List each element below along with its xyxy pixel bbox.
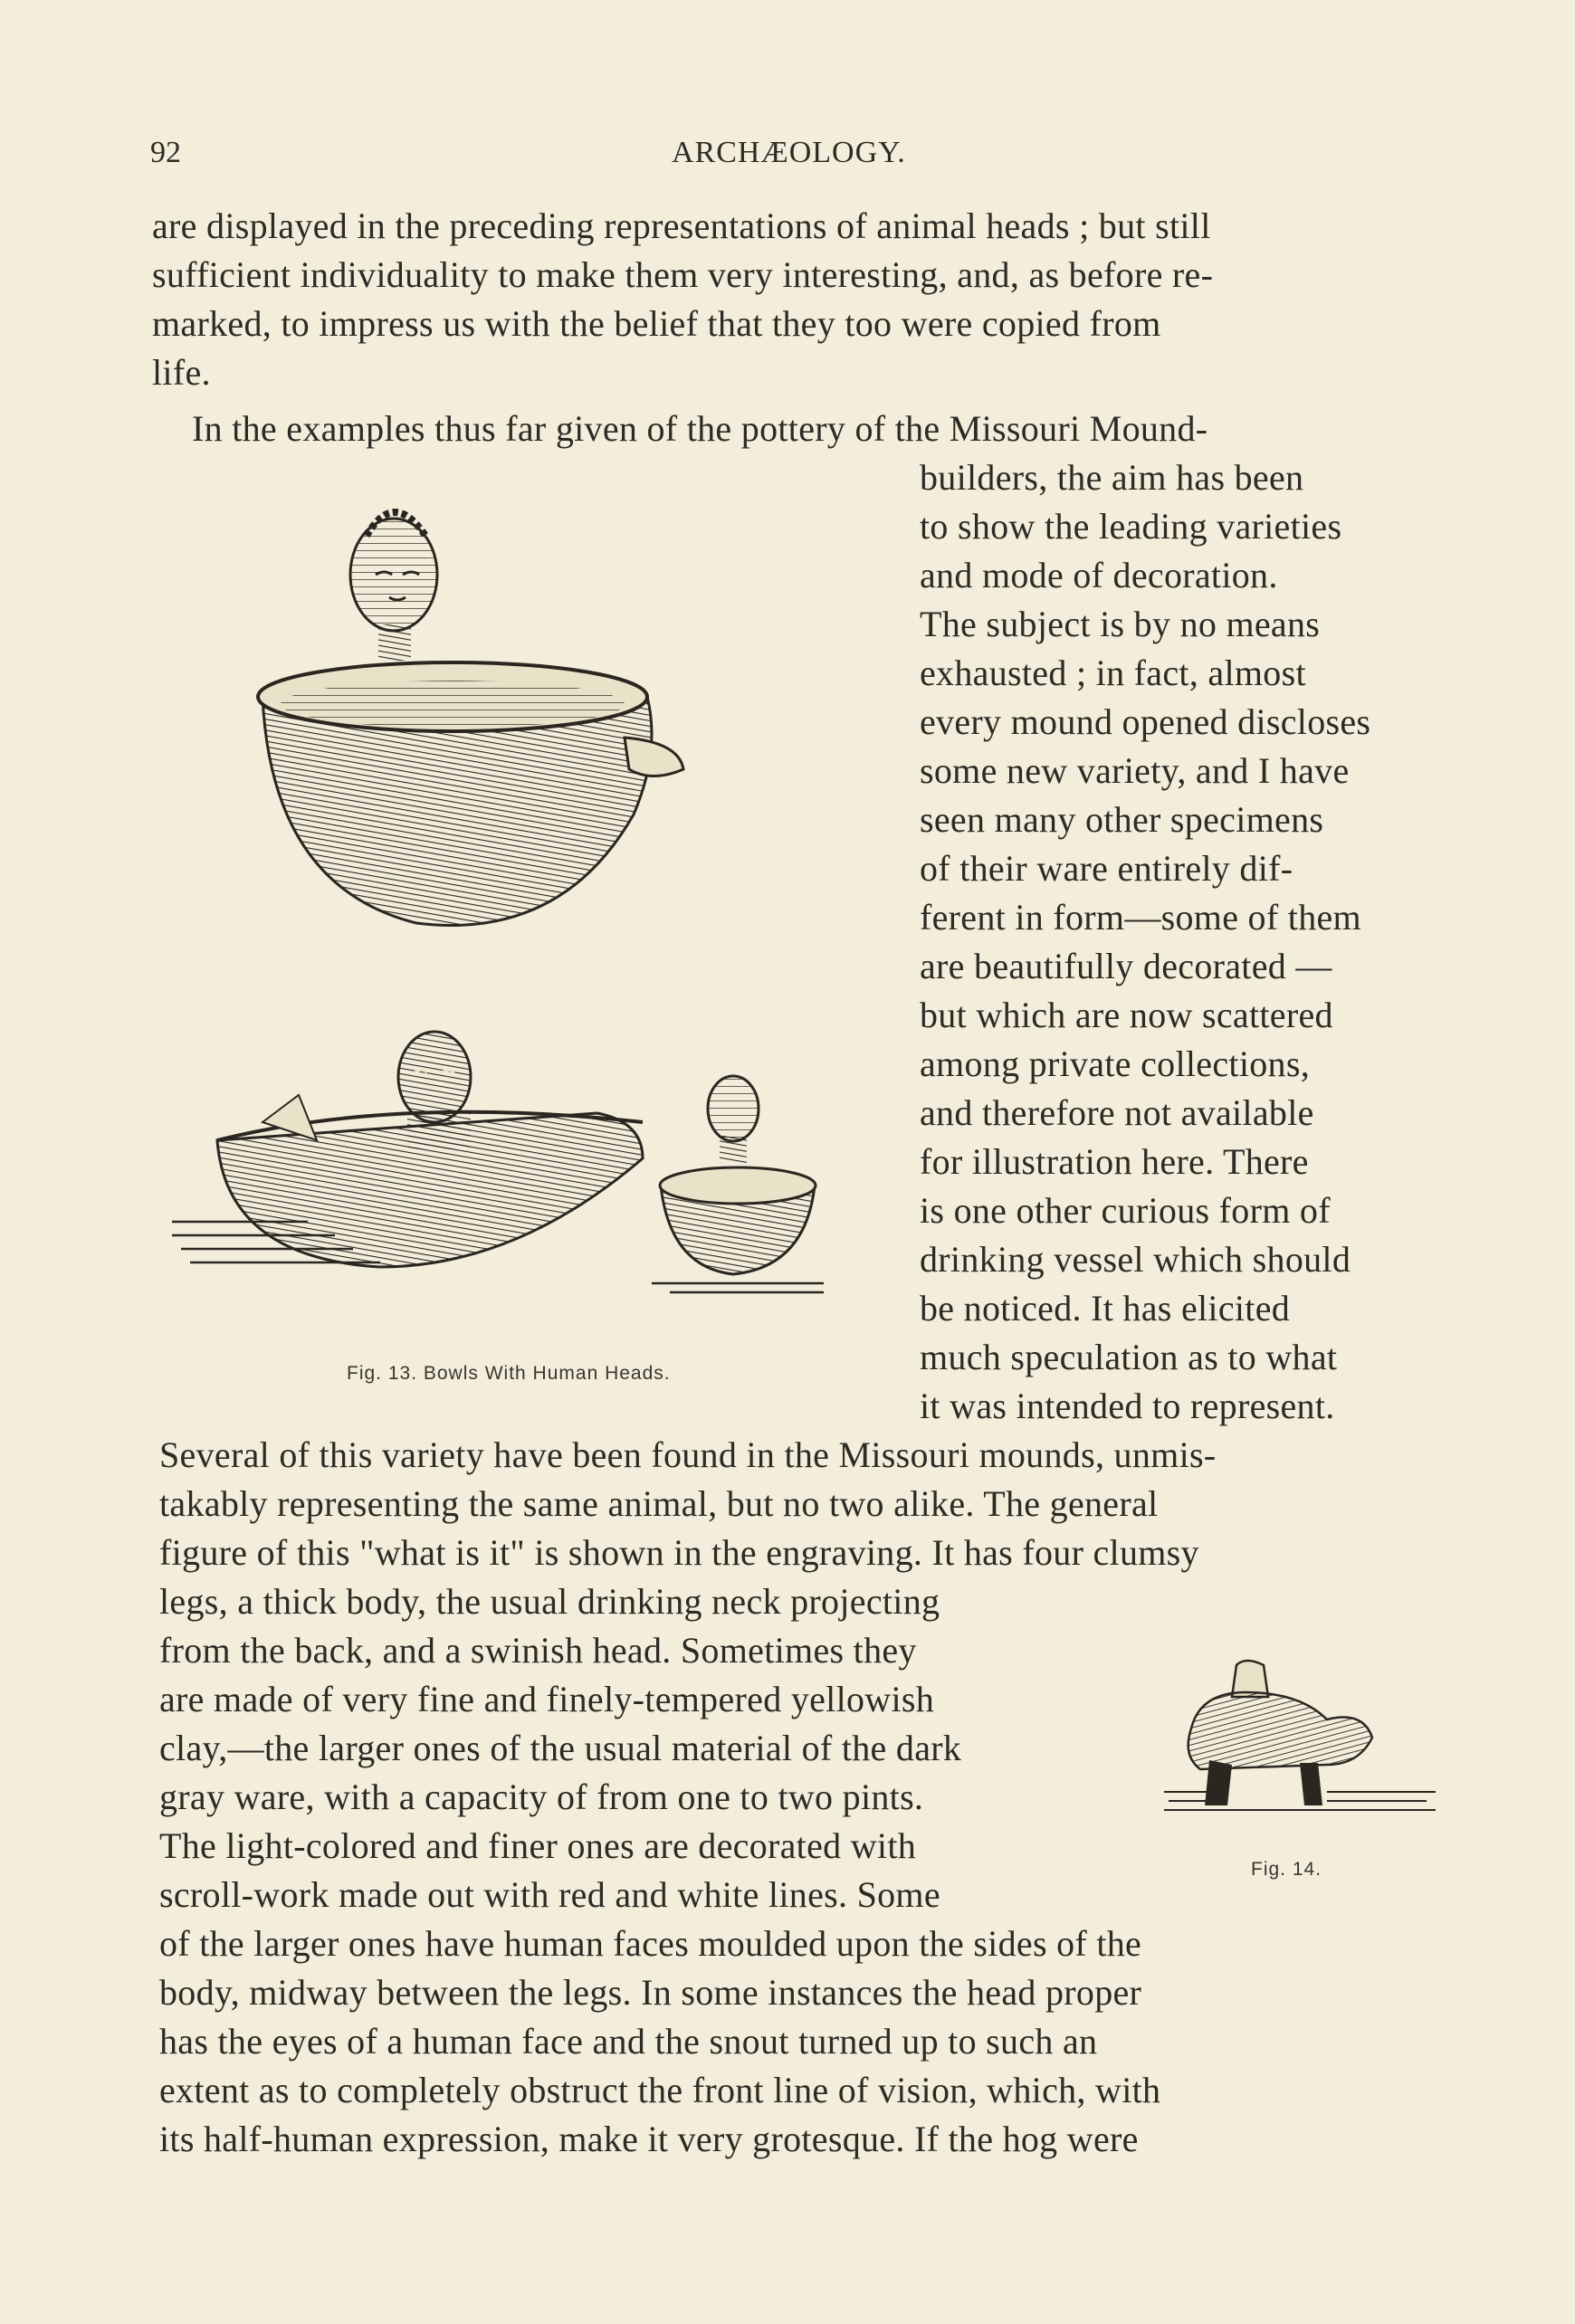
text-line: life. — [152, 352, 211, 393]
text-line: extent as to completely obstruct the front line of vision, which, with — [159, 2070, 1161, 2110]
text-line: body, midway between the legs. In some instances the head proper — [159, 1972, 1142, 2013]
text-line: builders, the aim has been — [920, 457, 1304, 498]
text-line: Several of this variety have been found in the Missouri mounds, unmis- — [159, 1434, 1217, 1475]
text-line: has the eyes of a human face and the snout turned up to such an — [159, 2021, 1098, 2062]
text-line: sufficient individuality to make them very interesting, and, as before re- — [152, 254, 1214, 295]
text-line: takably representing the same animal, but no two alike. The general — [159, 1483, 1159, 1524]
text-line: it was intended to represent. — [920, 1386, 1335, 1426]
text-line: but which are now scattered — [920, 995, 1333, 1035]
text-line: of their ware entirely dif- — [920, 848, 1293, 889]
text-line: are displayed in the preceding representations of animal heads ; but still — [152, 205, 1211, 246]
text-line: are made of very fine and finely-tempered yellowish — [159, 1679, 935, 1719]
figure-14-vessel-illustration — [1164, 1656, 1436, 1819]
text-line: from the back, and a swinish head. Sometimes they — [159, 1630, 917, 1671]
text-line: scroll-work made out with red and white lines. Some — [159, 1874, 940, 1915]
text-line: seen many other specimens — [920, 799, 1324, 840]
text-line: exhausted ; in fact, almost — [920, 652, 1306, 693]
text-line: and therefore not available — [920, 1092, 1314, 1133]
running-head: ARCHÆOLOGY. — [672, 136, 906, 169]
text-line: every mound opened discloses — [920, 701, 1371, 742]
figure-14-caption: Fig. 14. — [1251, 1859, 1322, 1880]
text-line: and mode of decoration. — [920, 555, 1278, 595]
text-line: drinking vessel which should — [920, 1239, 1351, 1280]
large-bowl — [258, 512, 683, 926]
broken-bowl — [172, 1032, 643, 1267]
text-line: of the larger ones have human faces moulded upon the sides of the — [159, 1923, 1142, 1964]
small-bowl — [652, 1076, 824, 1292]
text-line: figure of this "what is it" is shown in the engraving. It has four clumsy — [159, 1532, 1199, 1573]
figure-13-bowls-illustration — [172, 471, 914, 1339]
text-line: be noticed. It has elicited — [920, 1288, 1291, 1329]
figure-13-caption: Fig. 13. Bowls With Human Heads. — [347, 1363, 671, 1384]
text-line: among private collections, — [920, 1043, 1311, 1084]
text-line: marked, to impress us with the belief that they too were copied from — [152, 303, 1161, 344]
text-line: some new variety, and I have — [920, 750, 1350, 791]
text-line: are beautifully decorated — — [920, 946, 1332, 986]
text-line: legs, a thick body, the usual drinking neck projecting — [159, 1581, 940, 1622]
page-number: 92 — [150, 136, 181, 169]
text-line: to show the leading varieties — [920, 506, 1342, 547]
text-line: is one other curious form of — [920, 1190, 1331, 1231]
text-line: much speculation as to what — [920, 1337, 1338, 1377]
text-line: clay,—the larger ones of the usual material of the dark — [159, 1728, 962, 1768]
text-line: In the examples thus far given of the pottery of the Missouri Mound- — [192, 408, 1208, 449]
text-line: The light-colored and finer ones are decorated with — [159, 1825, 917, 1866]
text-line: ferent in form—some of them — [920, 897, 1361, 938]
text-line: for illustration here. There — [920, 1141, 1309, 1182]
text-line: its half-human expression, make it very grotesque. If the hog were — [159, 2119, 1139, 2159]
text-line: gray ware, with a capacity of from one to two pints. — [159, 1776, 924, 1817]
text-line: The subject is by no means — [920, 604, 1321, 644]
